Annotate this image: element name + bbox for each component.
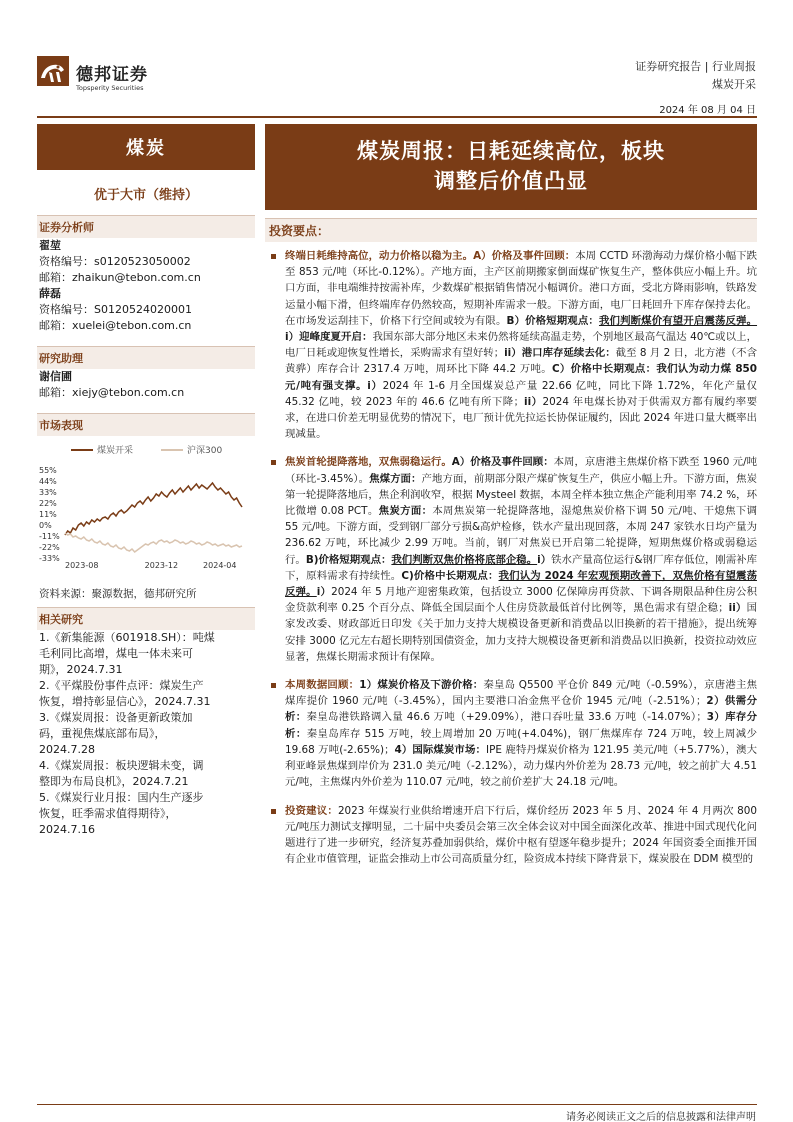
y-tick-label: -33%	[39, 554, 60, 563]
footer-divider	[37, 1104, 757, 1105]
footer-disclaimer: 请务必阅读正文之后的信息披露和法律声明	[566, 1112, 756, 1122]
x-tick-label: 2023-08	[65, 561, 99, 570]
logo-subtext: Topsperity Securities	[76, 84, 144, 92]
related-line[interactable]: 1.《新集能源（601918.SH）：吨煤	[39, 631, 215, 644]
market-head: 市场表现	[37, 413, 255, 436]
assistant-email: 邮箱：xiejy@tebon.com.cn	[39, 386, 185, 399]
related-line[interactable]: 恢复，旺季需求值得期待》，	[39, 807, 177, 820]
assistant-name: 谢信圃	[39, 370, 72, 383]
market-chart	[37, 440, 255, 574]
report-sector: 煤炭开采	[712, 78, 756, 91]
related-line[interactable]: 2024.7.16	[39, 823, 95, 836]
report-title	[265, 124, 757, 210]
related-head: 相关研究	[37, 607, 255, 630]
series-line	[65, 483, 242, 535]
related-line[interactable]: 2.《平煤股份事件点评：煤炭生产	[39, 679, 204, 692]
bullet-icon	[271, 254, 276, 259]
series-line	[65, 533, 242, 552]
related-list	[37, 630, 255, 838]
logo-icon	[37, 56, 69, 86]
analyst-1	[37, 238, 255, 334]
analyst-email: 邮箱：xuelei@tebon.com.cn	[39, 319, 192, 332]
main-content	[265, 124, 757, 867]
header-divider	[37, 116, 757, 118]
legend-label: 煤炭开采	[97, 446, 134, 456]
logo-text: 德邦证券	[76, 65, 148, 85]
related-line[interactable]: 整即为布局良机》，2024.7.21	[39, 775, 189, 788]
y-tick-label: 11%	[39, 510, 57, 519]
y-tick-label: 55%	[39, 466, 57, 475]
assistant	[37, 369, 255, 401]
related-line[interactable]: 恢复，增持彰显信心》，2024.7.31	[39, 695, 211, 708]
related-line[interactable]: 4.《煤炭周报：板块逻辑未变，调	[39, 759, 204, 772]
point-2: 焦炭首轮提降落地，双焦弱稳运行。A）价格及事件回顾：本周，京唐港主焦煤价格下跌至 1960 元/吨（环比-3.45%）。焦煤方面：产地方面，前期部分限产煤矿恢复生产，供应小幅上升。下游方面，焦炭第一轮提降落地后，焦企利润收窄，根据 Mysteel 数据，本周全样本独立焦企产能利用率 74.2 %，环比微增 0.08 PCT。焦炭方面：本周焦炭第一轮提降落地，湿熄焦炭价格下调 50 元/吨、干熄焦下调 55 元/吨。下游方面，受到钢厂部分亏损&高炉检修，铁水产量出现回落，本周 247 家铁水日均产量为 236.62 万吨，环比减少 2.99 万吨。当前，钢厂对焦炭已开启第二轮提降，短期焦煤价格或弱稳运行。B)价格短期观点：我们判断双焦价格将底部企稳。i）铁水产量高位运行&钢厂库存低位，刚需补库下，原料需求有持续性。C)价格中长期观点：我们认为 2024 年宏观预期改善下，双焦价格有望震荡反弹。i）2024 年 5 月地产迎密集政策，包括设立 3000 亿保障房再贷款、下调各期限品种住房公积金贷款利率 0.25 个百分点、降低全国层面个人住房贷款最低首付比例等，黑色需求有望企稳；ii）国家发改委、财政部近日印发《关于加力支持大规模设备更新和消费品以旧换新的若干措施》，提出统筹安排 3000 亿元左右超长期特别国债资金，加力支持大规模设备更新和消费品以旧换新，投资拉动效应显著，焦煤长期需求预计有保障。	[265, 454, 757, 665]
related-line[interactable]: 3.《煤炭周报：设备更新政策加	[39, 711, 193, 724]
report-meta	[635, 58, 756, 94]
report-date: 2024 年 08 月 04 日	[659, 105, 756, 116]
y-tick-label: 22%	[39, 499, 57, 508]
related-line[interactable]: 码，重视焦煤底部布局》，	[39, 727, 166, 740]
report-type: 证券研究报告 | 行业周报	[635, 60, 756, 73]
related-line[interactable]: 毛利同比高增，煤电一体未来可	[39, 647, 193, 660]
point-3: 本周数据回顾：1）煤炭价格及下游价格：秦皇岛 Q5500 平仓价 849 元/吨（-0.59%），京唐港主焦煤库提价 1960 元/吨（-3.45%），国内主要港口冶金焦平仓价 1945 元/吨（-2.51%）；2）供需分析：秦皇岛港铁路调入量 46.6 万吨（+29.09%），港口吞吐量 33.6 万吨（-14.07%）；3）库存分析：秦皇岛库存 515 万吨，较上周增加 20 万吨(+4.04%)，钢厂焦煤库存 724 万吨，较上周减少 19.68 万吨(-2.65%)；4）国际煤炭市场：IPE 鹿特丹煤炭价格为 121.95 美元/吨（+5.77%），澳大利亚峰景焦煤到岸价为 231.0 美元/吨（-2.12%），动力煤内外价差为 28.73 元/吨，较之前扩大 4.51 元/吨，主焦煤内外价差为 110.07 元/吨，较之前价差扩大 24.18 元/吨。	[265, 677, 757, 790]
header	[0, 0, 793, 120]
analyst-email: 邮箱：zhaikun@tebon.com.cn	[39, 271, 201, 284]
analyst-head: 证券分析师	[37, 215, 255, 238]
title-line: 煤炭周报：日耗延续高位，板块	[357, 139, 665, 163]
analyst-name: 薛磊	[39, 287, 61, 300]
analyst-name: 翟堃	[39, 239, 61, 252]
y-tick-label: 44%	[39, 477, 57, 486]
x-tick-label: 2023-12	[144, 561, 179, 570]
assistant-head: 研究助理	[37, 346, 255, 369]
bullet-icon	[271, 460, 276, 465]
point-4: 投资建议：2023 年煤炭行业供给增速开启下行后，煤价经历 2023 年 5 月、2024 年 4 月两次 800 元/吨压力测试支撑明显，二十届中央委员会第三次全体会议对中国全面深化改革、推进中国式现代化问题进行了进一步研究，经济复苏叠加弱供给，煤价中枢有望逐年稳步提升；2024 年国资委全面推开国有企业市值管理，证监会推动上市公司高质量分红，险资成本持续下降背景下，煤炭股在 DDM 模型的	[265, 803, 757, 868]
sector-label: 煤炭	[37, 124, 255, 170]
chart-source: 资料来源：聚源数据，德邦研究所	[39, 588, 197, 600]
analyst-cert: 资格编号：S0120524020001	[39, 303, 192, 316]
x-tick-label: 2024-04	[203, 561, 237, 570]
legend-label: 沪深300	[187, 446, 223, 456]
y-tick-label: 33%	[39, 488, 57, 497]
market-chart-svg	[37, 440, 255, 570]
rating: 优于大市（维持）	[93, 188, 198, 203]
analyst-cert: 资格编号：s0120523050002	[39, 255, 191, 268]
title-line: 调整后价值凸显	[434, 169, 588, 193]
y-tick-label: -22%	[39, 543, 60, 552]
point-1: 终端日耗维持高位，动力价格以稳为主。A）价格及事件回顾：本周 CCTD 环渤海动力煤价格小幅下跌至 853 元/吨（环比-0.12%）。产地方面，主产区前期搬家倒面煤矿恢复生产，整体供应小幅上升。坑口方面，非电端维持按需补库，少数煤矿根据销售情况小幅调价。港口方面，受北方降雨影响，铁路发运量小幅下滑，但终端库存仍然较高，短期补库需求一般。下游方面，电厂日耗回升下库存保持去化。在市场发运刮挂下，价格下行空间或较为有限。B）价格短期观点：我们判断煤价有望开启震荡反弹。i）迎峰度夏开启：我国东部大部分地区未来仍然将延续高温走势，个别地区最高气温达 40℃或以上，电厂日耗或迎恢复性增长，采购需求有望好转；ii）港口库存延续去化：截至 8 月 2 日，北方港（不含黄骅）库存合计 2317.4 万吨，周环比下降 44.2 万吨。C）价格中长期观点：我们认为动力煤 850 元/吨有强支撑。i）2024 年 1-6 月全国煤炭总产量 22.66 亿吨，同比下降 1.72%，年化产量仅 45.32 亿吨，较 2023 年的 46.6 亿吨有所下降；ii）2024 年电煤长协对于供需双方都有履约率要求，在进口价差无明显优势的情况下，电厂预计优先拉运长协保证履约，因此 2024 年进口量大概率出现减量。	[265, 248, 757, 442]
y-tick-label: -11%	[39, 532, 60, 541]
related-line[interactable]: 期》，2024.7.31	[39, 663, 123, 676]
bullet-icon	[271, 683, 276, 688]
sidebar	[37, 124, 255, 838]
y-tick-label: 0%	[39, 521, 52, 530]
related-line[interactable]: 5.《煤炭行业月报：国内生产逐步	[39, 791, 204, 804]
invest-head: 投资要点：	[265, 218, 757, 242]
related-line[interactable]: 2024.7.28	[39, 743, 95, 756]
bullet-icon	[271, 809, 276, 814]
